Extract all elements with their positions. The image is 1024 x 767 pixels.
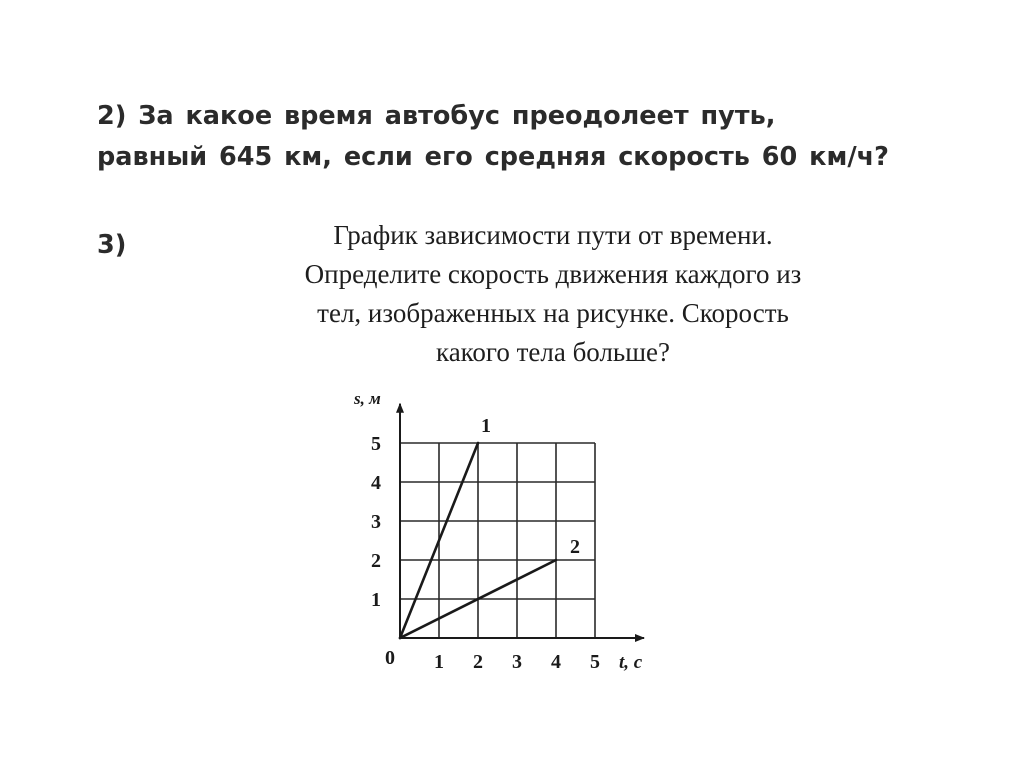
task-3-line-4: какого тела больше?: [435, 337, 670, 367]
task-3-line-2: Определите скорость движения каждого из: [304, 259, 802, 289]
x-tick-label: 1: [434, 651, 444, 673]
x-tick-label: 3: [512, 651, 522, 673]
series-label-1: 1: [481, 415, 491, 437]
y-tick-label: 2: [371, 550, 381, 572]
y-axis-label: s, м: [354, 388, 381, 408]
grid: [400, 443, 595, 638]
x-tick-label: 2: [473, 651, 483, 673]
axis-labels: [353, 389, 643, 673]
task-3-question: [198, 216, 908, 372]
x-axis-label: t, c: [619, 652, 643, 673]
y-tick-label: 1: [371, 589, 381, 611]
task-2-question: [97, 96, 977, 178]
task-2-line-2: равный 645 км, если его средняя скорость 60 км/ч?: [97, 142, 889, 172]
x-tick-label: 4: [551, 651, 561, 673]
y-tick-label: 5: [371, 433, 381, 455]
y-tick-label: 4: [371, 472, 381, 494]
task-2-line-1: 2) За какое время автобус преодолеет путь,: [97, 101, 776, 131]
distance-time-graph: [330, 388, 700, 698]
task-3-number: 3): [97, 230, 127, 260]
origin-label: 0: [385, 647, 395, 669]
x-tick-label: 5: [590, 651, 600, 673]
y-tick-label: 3: [371, 511, 381, 533]
series-label-2: 2: [570, 536, 580, 558]
task-3-line-1: График зависимости пути от времени.: [333, 220, 773, 250]
task-3-line-3: тел, изображенных на рисунке. Скорость: [317, 298, 789, 328]
